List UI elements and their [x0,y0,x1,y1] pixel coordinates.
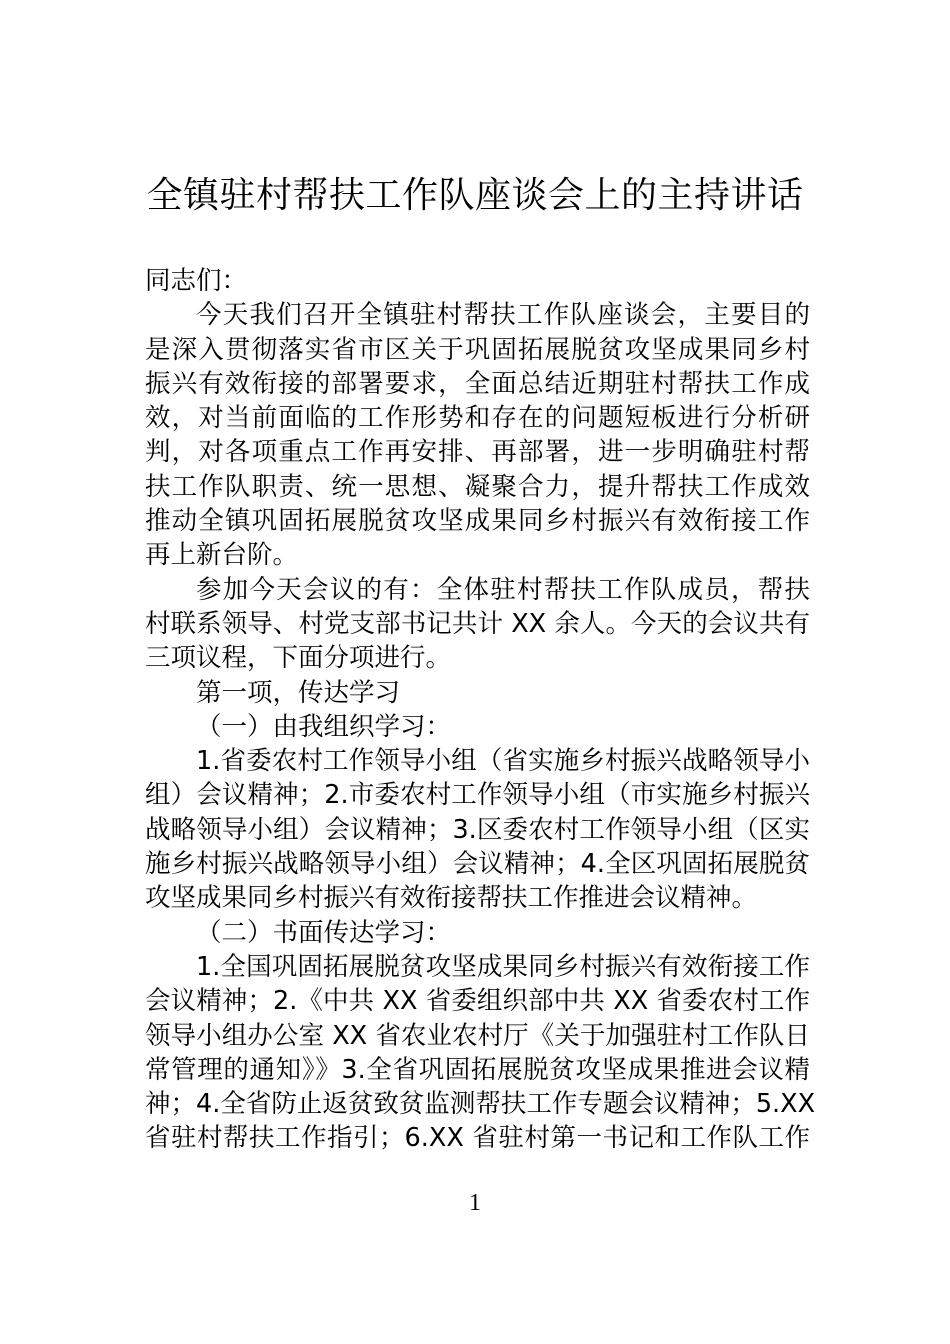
paragraph-line: 扶工作队职责、统一思想、凝聚合力，提升帮扶工作成效 [145,471,810,502]
paragraph-written-study-list [145,950,816,1156]
paragraph-line: 判，对各项重点工作再安排、再部署，进一步明确驻村帮 [145,437,810,468]
document-title: 全镇驻村帮扶工作队座谈会上的主持讲话 [146,175,804,216]
paragraph-line: 效，对当前面临的工作形势和存在的问题短板进行分析研 [145,403,810,434]
paragraph-line: 会议精神；2.《中共 XX 省委组织部中共 XX 省委农村工作 [145,986,810,1017]
paragraph-line: 1.全国巩固拓展脱贫攻坚成果同乡村振兴有效衔接工作 [196,951,810,982]
salutation: 同志们： [145,266,248,296]
subsection-heading-organized-study [145,710,810,744]
paragraph-line: 施乡村振兴战略领导小组）会议精神；4.全区巩固拓展脱贫 [145,849,810,880]
paragraph-line: 参加今天会议的有：全体驻村帮扶工作队成员，帮扶 [196,574,810,605]
paragraph-organized-study-list [145,744,810,915]
paragraph-line: 再上新台阶。 [145,540,299,571]
paragraph-line: 领导小组办公室 XX 省农业农村厅《关于加强驻村工作队日 [145,1020,810,1051]
paragraph-line: 战略领导小组）会议精神；3.区委农村工作领导小组（区实 [145,814,810,845]
document-body [145,264,816,1156]
paragraph-line: 常管理的通知》》3.全省巩固拓展脱贫攻坚成果推进会议精 [145,1054,810,1085]
section-heading-item-one [145,676,810,710]
paragraph-opening [145,298,810,572]
page-number: 1 [469,1190,481,1216]
paragraph-line: 推动全镇巩固拓展脱贫攻坚成果同乡村振兴有效衔接工作 [145,506,810,537]
paragraph-line: 1.省委农村工作领导小组（省实施乡村振兴战略领导小 [196,746,810,777]
paragraph-line: 村联系领导、村党支部书记共计 XX 余人。今天的会议共有 [145,608,810,639]
subsection-heading: （二）书面传达学习： [196,917,452,948]
section-heading: 第一项，传达学习 [196,677,401,708]
subsection-heading: （一）由我组织学习： [196,711,452,742]
paragraph-line: 三项议程，下面分项进行。 [145,643,452,674]
paragraph-line: 振兴有效衔接的部署要求，全面总结近期驻村帮扶工作成 [145,368,810,399]
paragraph-line: 神；4.全省防止返贫致贫监测帮扶工作专题会议精神；5.XX [145,1089,816,1120]
paragraph-line: 组）会议精神；2.市委农村工作领导小组（市实施乡村振兴 [145,780,810,811]
paragraph-line: 是深入贯彻落实省市区关于巩固拓展脱贫攻坚成果同乡村 [145,334,810,365]
paragraph-attendees [145,573,810,676]
paragraph-line: 今天我们召开全镇驻村帮扶工作队座谈会，主要目的 [196,300,810,331]
paragraph-line: 省驻村帮扶工作指引；6.XX 省驻村第一书记和工作队工作 [145,1123,810,1154]
subsection-heading-written-study [145,916,810,950]
paragraph-line: 攻坚成果同乡村振兴有效衔接帮扶工作推进会议精神。 [145,883,758,914]
